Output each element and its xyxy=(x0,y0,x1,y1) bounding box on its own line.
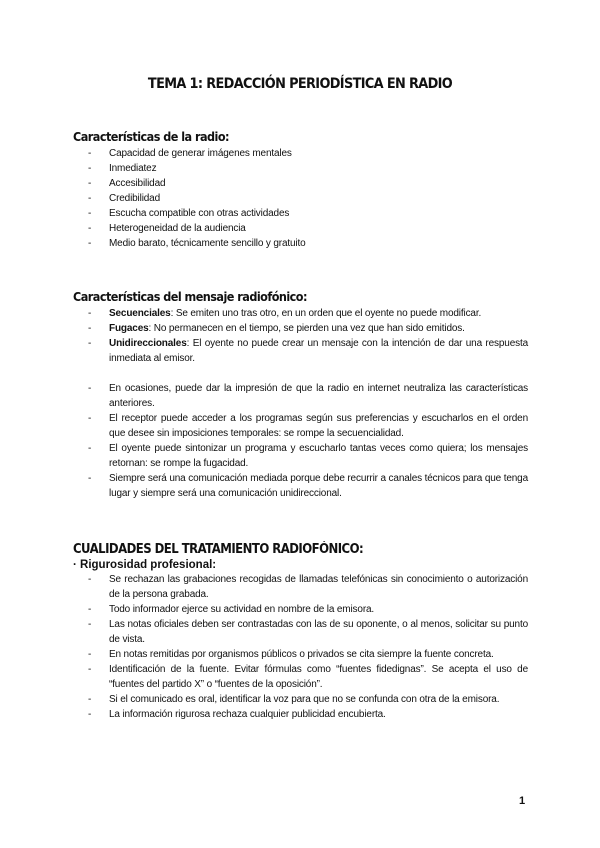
list-item: - Todo informador ejerce su actividad en nombre de la emisora. xyxy=(88,604,375,615)
list-item: - El oyente puede sintonizar un programa y escucharlo tantas veces como quiera; los mensajes retornan: se rompe la fugacidad. xyxy=(88,443,528,469)
list-item: - Heterogeneidad de la audiencia xyxy=(88,223,246,234)
list-item: - Escucha compatible con otras actividades xyxy=(88,208,290,219)
list-item: - El receptor puede acceder a los programas según sus preferencias y escucharlos en el orden que desee sin imposiciones temporales: se rompe la secuencialidad. xyxy=(88,413,528,439)
section-heading: Características del mensaje radiofónico: xyxy=(73,289,307,304)
bullet-list xyxy=(73,572,528,722)
list-item: - En notas remitidas por organismos públicos o privados se cita siempre la fuente concreta. xyxy=(88,649,494,660)
page-number: 1 xyxy=(519,795,526,807)
list-item: - Accesibilidad xyxy=(88,178,166,189)
subsection-heading: · Rigurosidad profesional: xyxy=(73,559,217,571)
list-item: - Siempre será una comunicación mediada porque debe recurrir a canales técnicos para que tenga lugar y siempre será una comunicación unidireccional. xyxy=(88,473,528,499)
section-heading: CUALIDADES DEL TRATAMIENTO RADIOFÓNICO: xyxy=(73,542,364,557)
section-heading: Características de la radio: xyxy=(73,129,229,144)
list-item: - En ocasiones, puede dar la impresión de que la radio en internet neutraliza las características anteriores. xyxy=(88,383,528,409)
list-item: - Secuenciales: Se emiten uno tras otro, en un orden que el oyente no puede modificar. xyxy=(88,308,482,319)
list-item: - Inmediatez xyxy=(88,163,157,174)
section-radio-characteristics xyxy=(73,129,528,251)
list-item: - Se rechazan las grabaciones recogidas de llamadas telefónicas sin conocimiento o autorización de la persona grabada. xyxy=(88,574,528,600)
list-item: - Si el comunicado es oral, identificar la voz para que no se confunda con otra de la emisora. xyxy=(88,694,500,705)
list-item: - Identificación de la fuente. Evitar fórmulas como “fuentes fidedignas”. Se acepta el uso de “fuentes del partido X” o “fuentes de la oposición”. xyxy=(88,664,528,690)
bullet-list xyxy=(73,146,528,251)
section-message-characteristics xyxy=(73,289,528,501)
list-item: - Credibilidad xyxy=(88,193,161,204)
list-item: - Fugaces: No permanecen en el tiempo, se pierden una vez que han sido emitidos. xyxy=(88,323,465,334)
list-item: - Capacidad de generar imágenes mentales xyxy=(88,148,292,159)
document-title: TEMA 1: REDACCIÓN PERIODÍSTICA EN RADIO xyxy=(147,76,453,92)
bullet-list xyxy=(73,306,528,366)
list-item: - Medio barato, técnicamente sencillo y gratuito xyxy=(88,238,306,249)
list-item: - Las notas oficiales deben ser contrastadas con las de su oponente, o al menos, solicitar su punto de vista. xyxy=(88,619,528,645)
bullet-list xyxy=(73,381,528,501)
list-item: - Unidireccionales: El oyente no puede crear un mensaje con la intención de dar una respuesta inmediata al emisor. xyxy=(88,338,528,364)
section-treatment-qualities xyxy=(73,542,528,722)
list-item: - La información rigurosa rechaza cualquier publicidad encubierta. xyxy=(88,709,386,720)
